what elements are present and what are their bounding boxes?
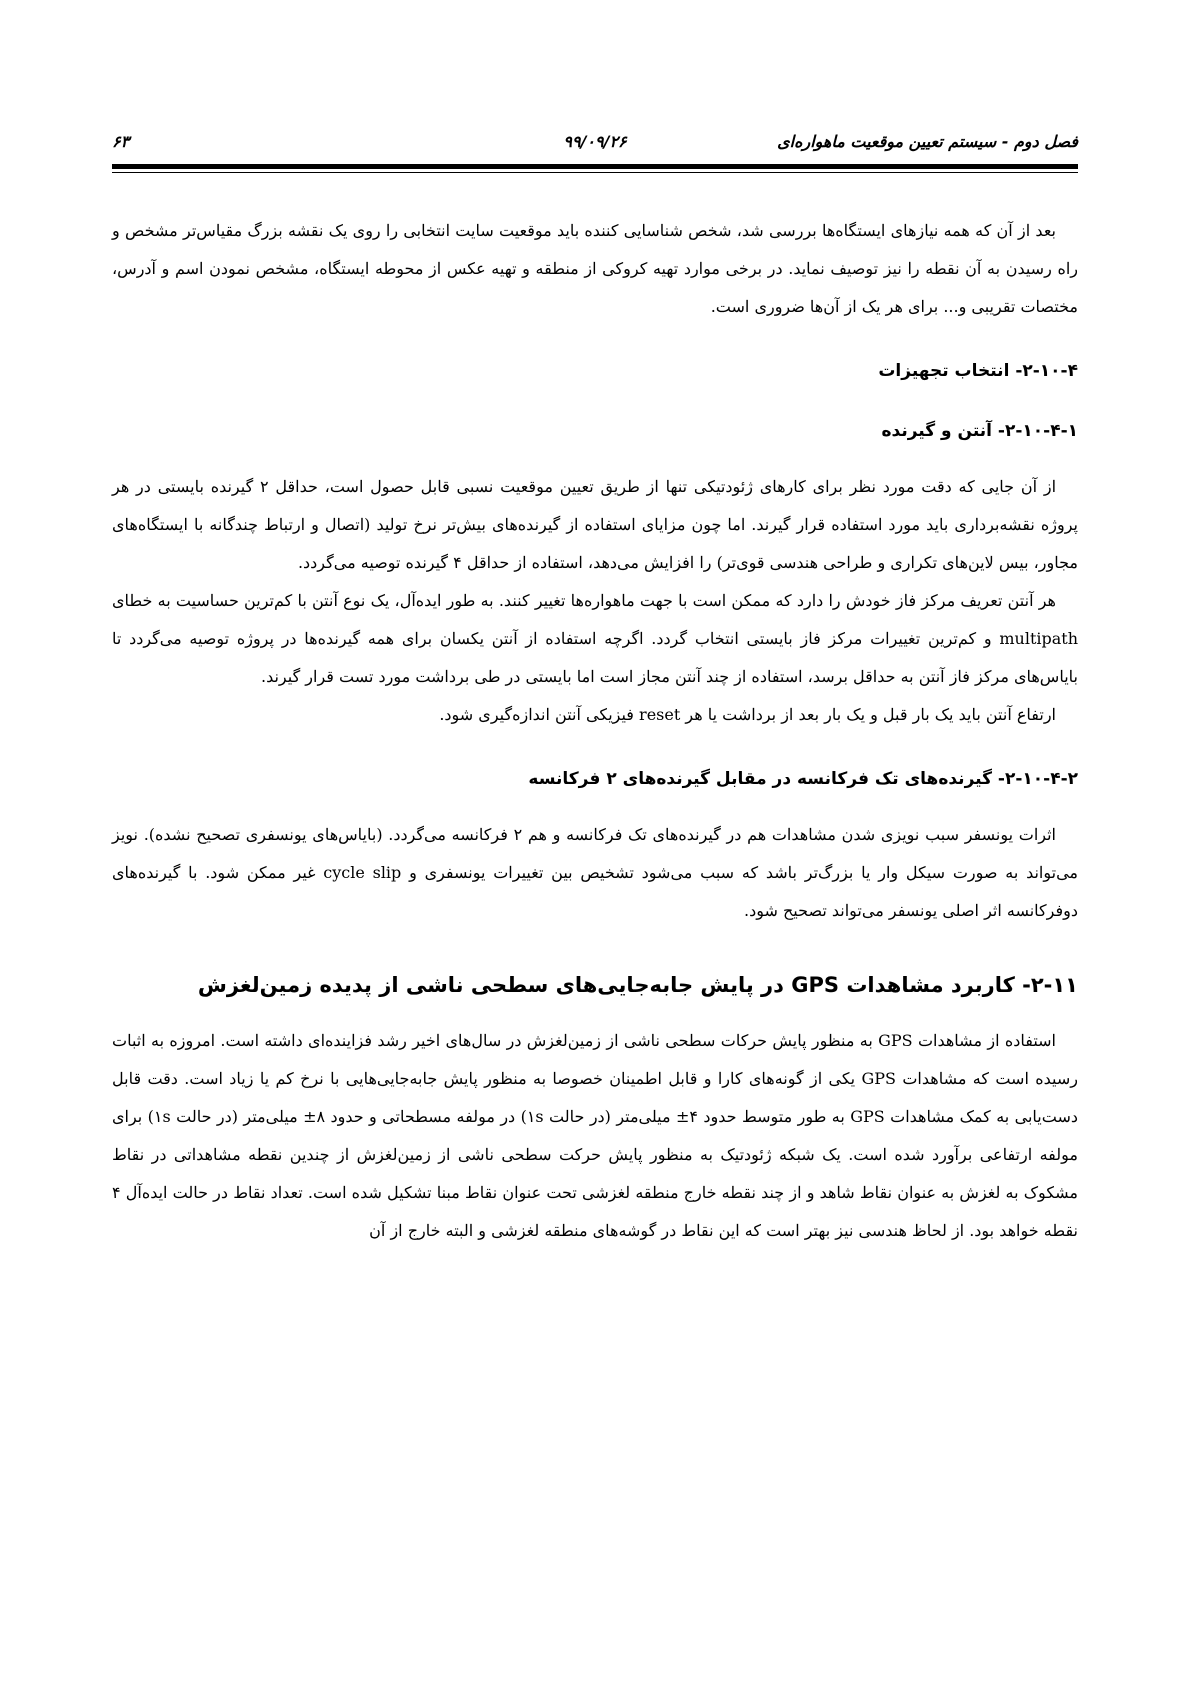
chapter-title: فصل دوم - سیستم تعیین موقعیت ماهواره‌ای bbox=[777, 132, 1078, 151]
antenna-receiver-heading: ۲-۱۰-۴-۱- آنتن و گیرنده bbox=[881, 421, 1078, 441]
page-content bbox=[112, 212, 1078, 1250]
header-rule-thick bbox=[112, 164, 1078, 169]
equipment-selection-heading: ۲-۱۰-۴- انتخاب تجهیزات bbox=[878, 361, 1078, 381]
receiver-frequency-paragraph: اثرات یونسفر سبب نویزی شدن مشاهدات هم در گیرنده‌های تک فرکانسه و هم ۲ فرکانسه می‌گردد. (بایاس‌های یونسفری تصحیح نشده). نویز می‌تواند به صورت سیکل وار یا بزرگ‌تر باشد که سبب می‌شود تشخیص بین تغییرات یونسفری و cycle slip غیر ممکن شود. با گیرنده‌های دوفرکانسه اثر اصلی یونسفر می‌تواند تصحیح شود. bbox=[112, 825, 1078, 920]
receiver-frequency-heading: ۲-۱۰-۴-۲- گیرنده‌های تک فرکانسه در مقابل گیرنده‌های ۲ فرکانسه bbox=[528, 769, 1078, 789]
header-date: ۹۹/۰۹/۲۶ bbox=[563, 132, 627, 151]
page-header bbox=[112, 124, 1078, 160]
header-rule-thin bbox=[112, 172, 1078, 173]
landslide-paragraph: استفاده از مشاهدات GPS به منظور پایش حرکات سطحی ناشی از زمین‌لغزش در سال‌های اخیر رشد فزاینده‌ای داشته است. امروزه به اثبات رسیده است که مشاهدات GPS یکی از گونه‌های کارا و قابل اطمینان خصوصا به منظور پایش جابه‌جایی‌هایی با نرخ کم یا زیاد است. دقت قابل دست‌یابی به کمک مشاهدات GPS به طور متوسط حدود ۴± میلی‌متر (در حالت ۱s) در مولفه مسطحاتی و حدود ۸± میلی‌متر (در حالت ۱s) برای مولفه ارتفاعی برآورد شده است. یک شبکه ژئودتیک به منظور پایش حرکت سطحی ناشی از زمین‌لغزش از چندین نقطه مشاهداتی در نقاط مشکوک به لغزش به عنوان نقاط شاهد و از چند نقطه خارج منطقه لغزشی تحت عنوان نقاط مبنا تشکیل شده است. تعداد نقاط در حالت ایده‌آل ۴ نقطه خواهد بود. از لحاظ هندسی نیز بهتر است که این نقاط در گوشه‌های منطقه لغزشی و البته خارج از آن bbox=[112, 1031, 1079, 1240]
antenna-paragraph-3: ارتفاع آنتن باید یک بار قبل و یک بار بعد از برداشت یا هر reset فیزیکی آنتن اندازه‌گیری شود. bbox=[439, 705, 1056, 724]
antenna-paragraph-1: از آن جایی که دقت مورد نظر برای کارهای ژئودتیکی تنها از طریق تعیین موقعیت نسبی قابل حصول است، حداقل ۲ گیرنده بایستی در هر پروژه نقشه‌برداری باید مورد استفاده قرار گیرند. اما چون مزایای استفاده از گیرنده‌های بیش‌تر نرخ تولید (اتصال و ارتباط چندگانه با ایستگاه‌های مجاور، بیس لاین‌های تکراری و طراحی هندسی قوی‌تر) را افزایش می‌دهد، استفاده از حداقل ۴ گیرنده توصیه می‌گردد. bbox=[112, 477, 1078, 572]
antenna-paragraph-2: هر آنتن تعریف مرکز فاز خودش را دارد که ممکن است با جهت ماهواره‌ها تغییر کنند. به طور ایده‌آل، یک نوع آنتن با کم‌ترین حساسیت به خطای multipath و کم‌ترین تغییرات مرکز فاز بایستی انتخاب گردد. اگرچه استفاده از آنتن یکسان برای همه گیرنده‌ها در پروژه توصیه می‌گردد تا بایاس‌های مرکز فاز آنتن به حداقل برسد، استفاده از چند آنتن مجاز است اما بایستی در طی برداشت مورد تست قرار گیرند. bbox=[112, 591, 1078, 686]
landslide-section-heading: ۲-۱۱- کاربرد مشاهدات GPS در پایش جابه‌جایی‌های سطحی ناشی از پدیده زمین‌لغزش bbox=[197, 973, 1078, 997]
page-number: ۶۳ bbox=[112, 132, 130, 151]
intro-paragraph: بعد از آن که همه نیازهای ایستگاه‌ها بررسی شد، شخص شناسایی کننده باید موقعیت سایت انتخابی را روی یک نقشه بزرگ مقیاس‌تر مشخص و راه رسیدن به آن نقطه را نیز توصیف نماید. در برخی موارد تهیه کروکی از منطقه و تهیه عکس از محوطه ایستگاه، مشخص نمودن اسم و آدرس، مختصات تقریبی و... برای هر یک از آن‌ها ضروری است. bbox=[112, 221, 1078, 316]
